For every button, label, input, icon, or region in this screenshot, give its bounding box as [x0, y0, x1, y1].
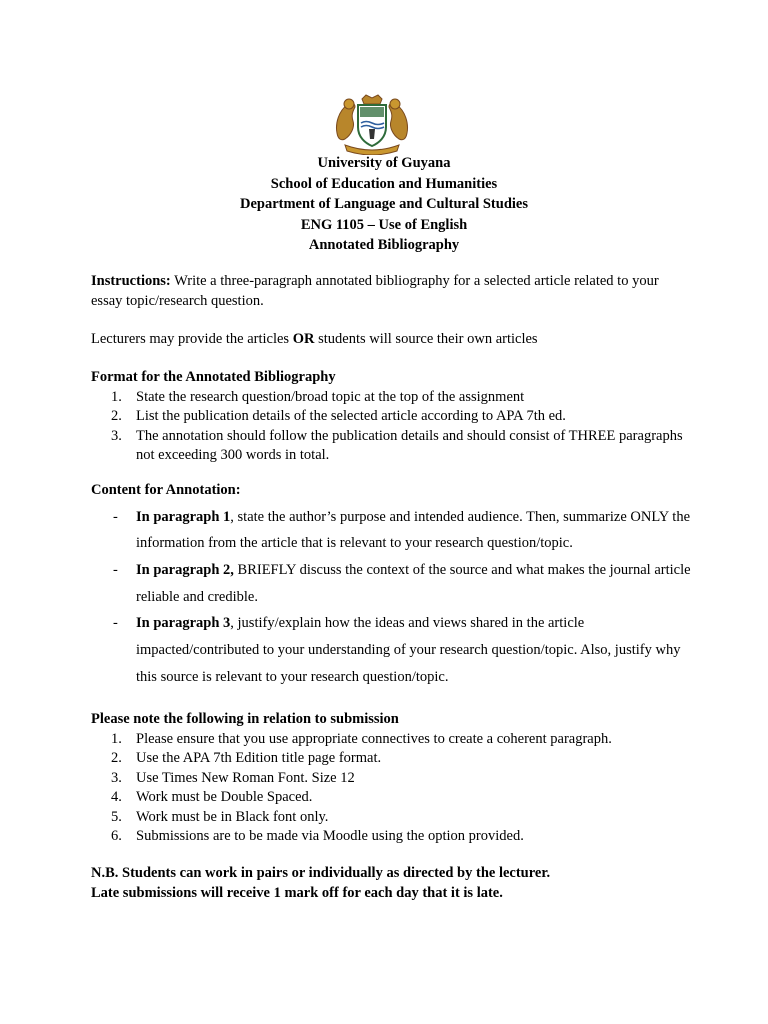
list-item: [91, 504, 691, 557]
list-item: [91, 769, 691, 789]
format-section: [91, 368, 691, 466]
list-item-text: , justify/explain how the ideas and views shared in the article impacted/contributed to your understanding of your research question/topic. Also, justify why this source is relevant to your research question/topic.: [136, 615, 681, 685]
list-item: [91, 827, 691, 847]
list-item-text: Submissions are to be made via Moodle using the option provided.: [136, 828, 524, 844]
format-heading: Format for the Annotated Bibliography: [91, 369, 336, 385]
list-item-lead: In paragraph 1: [136, 508, 231, 525]
list-item-number: 5.: [111, 808, 122, 825]
list-item-lead: In paragraph 2,: [136, 561, 234, 578]
format-list: [91, 388, 691, 466]
list-item-text: The annotation should follow the publication details and should consist of THREE paragraphs not exceeding 300 words in total.: [136, 427, 683, 463]
lecturers-paragraph: [91, 330, 691, 350]
list-item-text: BRIEFLY discuss the context of the source and what makes the journal article reliable and credible.: [136, 561, 691, 605]
list-item: [91, 388, 691, 408]
list-item-number: 3.: [111, 769, 122, 786]
submission-list: [91, 730, 691, 847]
list-item-number: 1.: [111, 388, 122, 405]
list-item-text: List the publication details of the selected article according to APA 7th ed.: [136, 408, 566, 424]
university-crest-icon: [331, 93, 413, 155]
list-item-dash: -: [113, 615, 118, 632]
lecturers-text-after: students will source their own articles: [314, 331, 538, 347]
list-item-text: Use Times New Roman Font. Size 12: [136, 769, 355, 786]
school-name: School of Education and Humanities: [270, 175, 498, 192]
list-item-number: 2.: [111, 408, 122, 424]
list-item-number: 2.: [111, 750, 122, 766]
submission-heading: Please note the following in relation to submission: [91, 711, 399, 727]
list-item-dash: -: [113, 561, 118, 578]
instructions-text: Write a three-paragraph annotated bibliography for a selected article related to your essay topic/research question.: [91, 273, 659, 309]
submission-section: [91, 710, 691, 847]
instructions-label: Instructions:: [91, 273, 171, 289]
list-item: [91, 730, 691, 750]
list-item-number: 1.: [111, 730, 122, 747]
list-item-lead: In paragraph 3: [136, 615, 231, 632]
list-item: [91, 610, 691, 690]
late-submission-note: Late submissions will receive 1 mark off for each day that it is late.: [91, 884, 503, 901]
content-section: [91, 481, 691, 690]
lecturers-text-before: Lecturers may provide the articles: [91, 331, 293, 347]
document-header: [0, 153, 768, 256]
list-item-number: 4.: [111, 789, 122, 805]
list-item: [91, 808, 691, 828]
list-item: [91, 427, 691, 466]
list-item-text: , state the author’s purpose and intended audience. Then, summarize ONLY the information from the article that is relevant to your research question/topic.: [136, 508, 691, 552]
list-item-text: Please ensure that you use appropriate connectives to create a coherent paragraph.: [136, 730, 612, 747]
list-item-number: 6.: [111, 828, 122, 844]
content-list: [91, 504, 691, 691]
university-name: University of Guyana: [317, 155, 451, 171]
notes-section: [91, 864, 691, 903]
instructions-paragraph: [91, 272, 691, 311]
department-name: Department of Language and Cultural Studies: [239, 196, 528, 212]
list-item-text: Use the APA 7th Edition title page format.: [136, 750, 382, 766]
lecturers-or: OR: [292, 331, 315, 347]
content-heading: Content for Annotation:: [91, 482, 241, 498]
list-item-text: State the research question/broad topic at the top of the assignment: [136, 388, 525, 405]
list-item: [91, 557, 691, 610]
list-item: [91, 788, 691, 808]
document-title: Annotated Bibliography: [308, 237, 460, 253]
pairs-note: N.B. Students can work in pairs or individually as directed by the lecturer.: [91, 865, 551, 881]
course-code: ENG 1105 – Use of English: [300, 216, 468, 233]
list-item-text: Work must be in Black font only.: [136, 808, 329, 825]
list-item: [91, 749, 691, 769]
list-item-text: Work must be Double Spaced.: [136, 789, 313, 805]
list-item-number: 3.: [111, 427, 122, 444]
list-item: [91, 407, 691, 427]
list-item-dash: -: [113, 508, 118, 525]
